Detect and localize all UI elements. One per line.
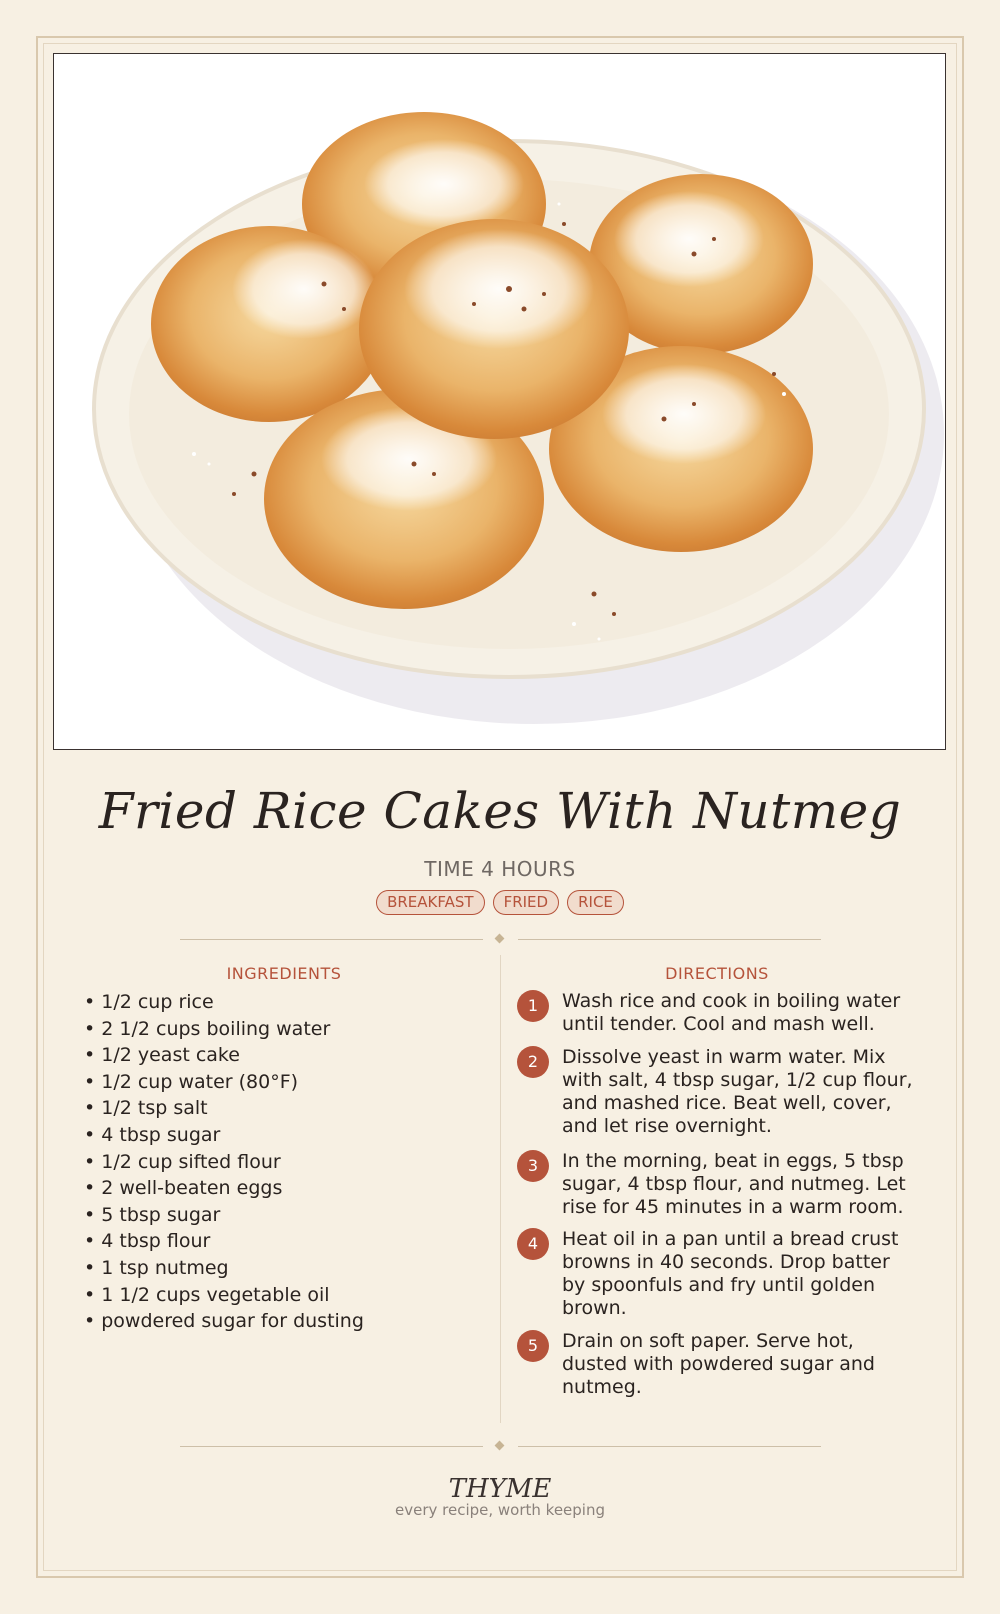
ingredients-heading: INGREDIENTS [226, 964, 342, 983]
step-number-badge: 4 [517, 1228, 549, 1260]
step-number-badge: 3 [517, 1150, 549, 1182]
direction-step [517, 1150, 917, 1228]
recipe-title: Fried Rice Cakes With Nutmeg [98, 782, 902, 840]
directions-list [517, 990, 917, 1410]
ingredient-item: • 4 tbsp flour [84, 1230, 211, 1253]
divider-left-top [180, 939, 483, 940]
ingredient-item: • 1/2 tsp salt [84, 1097, 208, 1120]
divider-left-bottom [180, 1446, 483, 1447]
fried-rice-cakes-illustration [54, 54, 946, 750]
direction-step [517, 1046, 917, 1150]
brand-tagline: every recipe, worth keeping [394, 1501, 605, 1519]
recipe-photo [53, 53, 946, 750]
direction-step [517, 990, 917, 1046]
directions-heading: DIRECTIONS [665, 964, 769, 983]
direction-step [517, 1330, 917, 1410]
step-text: In the morning, beat in eggs, 5 tbsp sugar, 4 tbsp flour, and nutmeg. Let rise for 45 minutes in a warm room. [562, 1150, 906, 1218]
step-number-badge: 5 [517, 1330, 549, 1362]
ingredient-item: • powdered sugar for dusting [84, 1310, 364, 1333]
ingredient-item: • 4 tbsp sugar [84, 1123, 221, 1146]
ingredient-item: • 1/2 cup rice [84, 991, 214, 1013]
step-number-badge: 2 [517, 1046, 549, 1078]
tag-breakfast[interactable]: BREAKFAST [376, 890, 484, 915]
divider-right-bottom [518, 1446, 821, 1447]
ingredient-item: • 2 1/2 cups boiling water [84, 1017, 331, 1040]
divider-right-top [518, 939, 821, 940]
step-number-badge: 1 [517, 990, 549, 1022]
step-text: Heat oil in a pan until a bread crust browns in 40 seconds. Drop batter by spoonfuls and fry until golden brown. [562, 1228, 899, 1319]
ingredient-item: • 1/2 cup sifted flour [84, 1150, 281, 1173]
tag-rice[interactable]: RICE [567, 890, 624, 915]
ingredient-item: • 1 1/2 cups vegetable oil [84, 1283, 330, 1306]
column-divider [500, 955, 501, 1423]
direction-step [517, 1228, 917, 1330]
ingredient-item: • 5 tbsp sugar [84, 1203, 221, 1226]
tag-list [60, 890, 940, 915]
step-text: Wash rice and cook in boiling water until tender. Cool and mash well. [562, 990, 901, 1035]
ingredients-list [84, 989, 364, 1335]
ingredient-item: • 1 tsp nutmeg [84, 1256, 229, 1279]
ingredient-item: • 1/2 yeast cake [84, 1044, 240, 1067]
tag-fried[interactable]: FRIED [493, 890, 560, 915]
ingredient-item: • 1/2 cup water (80°F) [84, 1070, 299, 1093]
step-text: Dissolve yeast in warm water. Mix with salt, 4 tbsp sugar, 1/2 cup flour, and mashed rice. Beat well, cover, and let rise overnight. [562, 1046, 913, 1137]
brand-logo: THYME [448, 1474, 552, 1504]
step-text: Drain on soft paper. Serve hot, dusted with powdered sugar and nutmeg. [562, 1330, 875, 1398]
recipe-time: TIME 4 HOURS [424, 857, 576, 881]
ingredient-item: • 2 well-beaten eggs [84, 1177, 283, 1200]
